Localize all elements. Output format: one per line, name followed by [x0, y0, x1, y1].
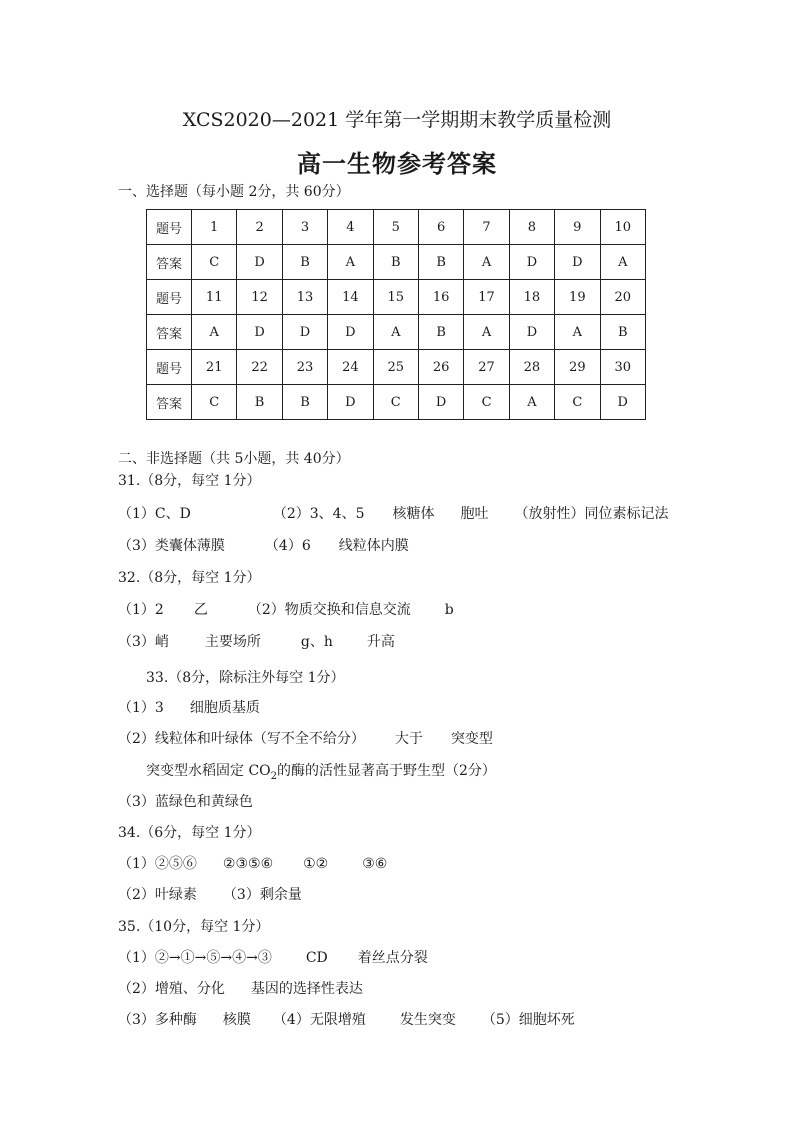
table-cell: 11 [192, 280, 237, 315]
q31-a8: 线粒体内膜 [338, 538, 409, 554]
table-cell: A [328, 245, 373, 280]
table-cell: B [237, 385, 282, 420]
q35-a8: （4）无限增殖 [272, 1012, 366, 1028]
q33-a6-post: 的酶的活性显著高于野生型（2分） [277, 763, 496, 779]
table-cell: 16 [418, 280, 463, 315]
table-cell: D [237, 315, 282, 350]
q35-a5: 基因的选择性表达 [250, 981, 363, 997]
table-cell: D [600, 385, 645, 420]
table-cell: 20 [600, 280, 645, 315]
table-cell: 24 [328, 350, 373, 385]
table-cell: C [464, 385, 509, 420]
table-cell: D [328, 385, 373, 420]
table-cell: C [373, 385, 418, 420]
q35-line-2 [118, 978, 363, 998]
q33-a1: （1）3 [118, 700, 164, 716]
answer-table-row [147, 210, 646, 245]
answer-table-row [147, 385, 646, 420]
q35-a4: （2）增殖、分化 [118, 981, 225, 997]
q32-a2: 乙 [193, 602, 208, 618]
q33-a2: 细胞质基质 [189, 700, 260, 716]
table-cell: 22 [237, 350, 282, 385]
table-cell: 27 [464, 350, 509, 385]
row-label: 答案 [147, 315, 192, 350]
table-cell: D [282, 315, 327, 350]
q35-a6: （3）多种酶 [118, 1012, 197, 1028]
q34-a1: （1）②⑤⑥ [118, 856, 197, 872]
table-cell: B [282, 245, 327, 280]
q34-a3: ①② [303, 856, 329, 872]
section-1-heading: 一、选择题（每小题 2分，共 60分） [118, 184, 350, 200]
table-cell: D [555, 245, 600, 280]
table-cell: B [282, 385, 327, 420]
q34-line-2 [118, 884, 302, 904]
table-cell: C [192, 245, 237, 280]
q32-a4: b [444, 602, 454, 618]
table-cell: A [555, 315, 600, 350]
q33-line-1 [118, 697, 260, 717]
table-cell: 30 [600, 350, 645, 385]
answer-table [146, 209, 646, 420]
table-cell: 10 [600, 210, 645, 245]
document-title: XCS2020—2021 学年第一学期期末教学质量检测 [182, 109, 612, 131]
table-cell: 5 [373, 210, 418, 245]
q35-line-3 [118, 1009, 575, 1029]
q35-a1: （1）②→①→⑤→④→③ [118, 950, 272, 966]
q31-a7: （4）6 [264, 538, 311, 554]
q31-heading: 31.（8分，每空 1分） [118, 473, 261, 489]
table-cell: D [509, 315, 554, 350]
table-cell: A [600, 245, 645, 280]
table-cell: 14 [328, 280, 373, 315]
table-cell: C [555, 385, 600, 420]
table-cell: A [509, 385, 554, 420]
q33-line-3 [146, 760, 496, 782]
table-cell: 1 [192, 210, 237, 245]
q35-heading: 35.（10分，每空 1分） [118, 919, 270, 935]
table-cell: B [418, 245, 463, 280]
table-cell: 29 [555, 350, 600, 385]
table-cell: 19 [555, 280, 600, 315]
q33-line-2 [118, 728, 493, 748]
q35-a3: 着丝点分裂 [357, 950, 428, 966]
q32-heading: 32.（8分，每空 1分） [118, 570, 261, 586]
q34-a6: （3）剩余量 [222, 887, 302, 903]
row-label: 题号 [147, 350, 192, 385]
document-subtitle: 高一生物参考答案 [297, 149, 497, 178]
table-cell: 9 [555, 210, 600, 245]
q32-a1: （1）2 [118, 602, 164, 618]
table-cell: 18 [509, 280, 554, 315]
table-cell: 25 [373, 350, 418, 385]
table-cell: 26 [418, 350, 463, 385]
q32-a6: 主要场所 [204, 634, 261, 650]
q33-a5: 突变型 [450, 731, 493, 747]
q35-a10: （5）细胞坏死 [481, 1012, 575, 1028]
q33-heading: 33.（8分，除标注外每空 1分） [146, 670, 345, 686]
q31-a5: （放射性）同位素标记法 [514, 506, 669, 522]
table-cell: 6 [418, 210, 463, 245]
answer-table-row [147, 245, 646, 280]
table-cell: C [192, 385, 237, 420]
row-label: 答案 [147, 385, 192, 420]
table-cell: B [373, 245, 418, 280]
section-2-heading: 二、非选择题（共 5小题，共 40分） [118, 451, 350, 467]
q31-a3: 核糖体 [392, 506, 435, 522]
q34-a4: ③⑥ [362, 856, 388, 872]
q32-a5: （3）峭 [118, 634, 169, 650]
q31-line-1 [118, 503, 668, 523]
row-label: 题号 [147, 280, 192, 315]
q35-line-1 [118, 947, 428, 967]
q33-a6-pre: 突变型水稻固定 CO [146, 763, 271, 779]
q31-a4: 胞吐 [460, 506, 489, 522]
table-cell: A [464, 315, 509, 350]
answer-table-row [147, 350, 646, 385]
table-cell: 4 [328, 210, 373, 245]
q34-a2: ②③⑤⑥ [222, 856, 274, 872]
q32-a7: g、h [300, 634, 333, 650]
q32-a3: （2）物质交换和信息交流 [247, 602, 411, 618]
q34-a5: （2）叶绿素 [118, 887, 197, 903]
q32-line-1 [118, 599, 454, 619]
table-cell: D [237, 245, 282, 280]
q31-a1: （1）C、D [118, 506, 191, 522]
q33-a4: 大于 [394, 731, 423, 747]
q35-a7: 核膜 [222, 1012, 251, 1028]
table-cell: 12 [237, 280, 282, 315]
table-cell: D [509, 245, 554, 280]
q32-a8: 升高 [366, 634, 395, 650]
table-cell: 8 [509, 210, 554, 245]
q31-line-2 [118, 535, 409, 555]
q33-a6-sub: 2 [270, 770, 278, 782]
q32-line-2 [118, 631, 395, 651]
table-cell: 21 [192, 350, 237, 385]
table-cell: A [464, 245, 509, 280]
table-cell: A [192, 315, 237, 350]
table-cell: 7 [464, 210, 509, 245]
answer-table-row [147, 315, 646, 350]
row-label: 答案 [147, 245, 192, 280]
table-cell: D [328, 315, 373, 350]
q33-line-4: （3）蓝绿色和黄绿色 [118, 794, 253, 810]
table-cell: 28 [509, 350, 554, 385]
table-cell: 15 [373, 280, 418, 315]
table-cell: 2 [237, 210, 282, 245]
row-label: 题号 [147, 210, 192, 245]
table-cell: D [418, 385, 463, 420]
answer-table-row [147, 280, 646, 315]
table-cell: 17 [464, 280, 509, 315]
table-cell: B [418, 315, 463, 350]
table-cell: A [373, 315, 418, 350]
table-cell: B [600, 315, 645, 350]
q31-a6: （3）类囊体薄膜 [118, 538, 225, 554]
table-cell: 13 [282, 280, 327, 315]
q35-a2: CD [305, 950, 328, 966]
table-cell: 3 [282, 210, 327, 245]
table-cell: 23 [282, 350, 327, 385]
q33-a3: （2）线粒体和叶绿体（写不全不给分） [118, 731, 365, 747]
q34-line-1 [118, 853, 387, 873]
q34-heading: 34.（6分，每空 1分） [118, 825, 261, 841]
q35-a9: 发生突变 [399, 1012, 456, 1028]
q31-a2: （2）3、4、5 [272, 506, 365, 522]
